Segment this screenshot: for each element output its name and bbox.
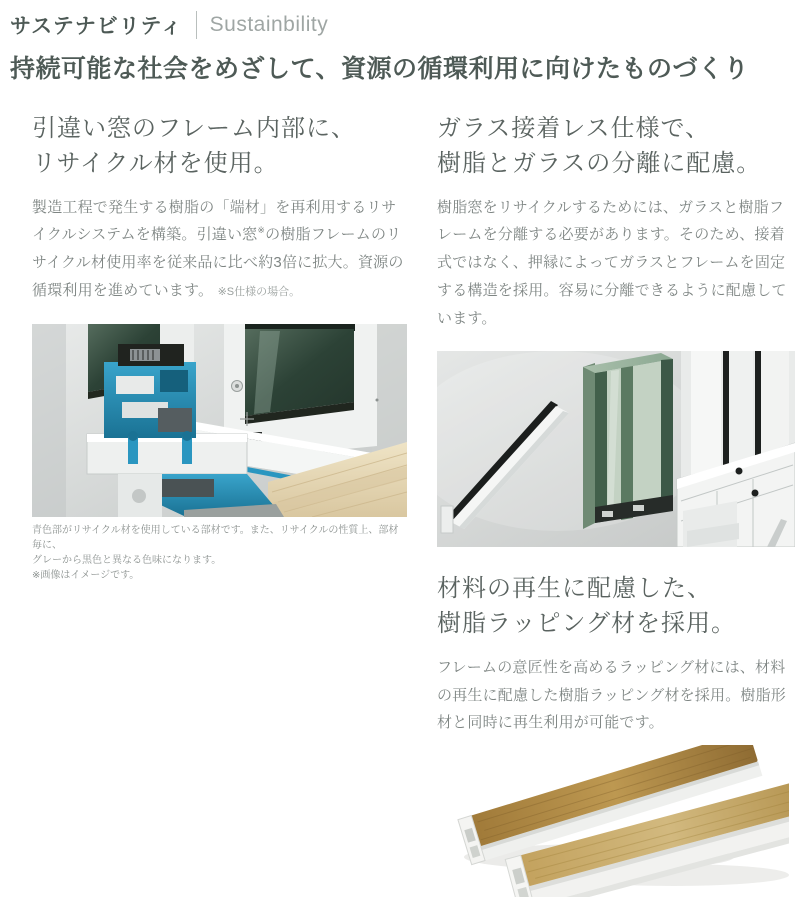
heading-glass-separation [437,112,795,182]
glass-frame-exploded-illustration [437,351,795,547]
spec-note: ※S仕様の場合。 [217,285,301,298]
figure-window-sill-cutaway [32,324,407,517]
window-sill-cutaway-illustration [32,324,407,517]
body-glass-separation: 樹脂窓をリサイクルするためには、ガラスと樹脂フレームを分離する必要があります。そのため、接着式ではなく、押縁によってガラスとフレームを固定する構造を採用。容易に分離できるように配慮しています。 [437,198,787,327]
column-glass-separation [437,112,795,897]
page-subtitle: 持続可能な社会をめざして、資源の循環利用に向けたものづくり [10,55,750,83]
heading-line2: 樹脂ラッピング材を採用。 [437,610,737,638]
heading-wrapping-material [437,572,795,642]
body-wrapping-material: フレームの意匠性を高めるラッピング材には、材料の再生に配慮した樹脂ラッピング材を採用。樹脂形材と同時に再生利用が可能です。 [437,658,787,732]
column-recycled-frame [32,112,407,897]
body-recycled-frame [32,194,407,305]
heading-line1: 材料の再生に配慮した、 [437,575,712,603]
heading-line1: 引違い窓のフレーム内部に、 [32,115,357,142]
body-segment: の樹脂フレームのリサイクル材使用率を従来品に比べ約3倍に拡大。資源の循環利用を進めています。 [32,226,404,299]
page-header [0,0,800,85]
heading-line1: ガラス接着レス仕様で、 [437,115,711,142]
heading-recycled-frame [32,112,407,182]
figure-wrapped-profiles [449,745,795,897]
heading-line2: 樹脂とガラスの分離に配慮。 [437,149,762,177]
content-columns [0,112,800,897]
caption-line2: グレーから黒色と異なる色味になります。 [32,554,222,566]
reference-mark: ※ [257,225,266,236]
caption-line3: ※画像はイメージです。 [32,569,140,581]
figure-caption [32,523,407,583]
section-title-english: Sustainbility [209,13,329,36]
caption-line1: 青色部がリサイクル材を使用している部材です。また、リサイクルの性質上、部材毎に、 [32,524,399,551]
figure-glass-frame-exploded [437,351,795,547]
title-divider [196,11,197,39]
body-segment: 製造工程で発生する樹脂の「端材」を再利用するリサイクルシステムを構築。引違い窓 [32,198,397,244]
heading-line2: リサイクル材を使用。 [32,149,279,177]
wrapped-profiles-illustration [449,745,789,897]
section-title-row [10,10,800,40]
section-wrapping-material [437,572,795,897]
section-title-japanese: サステナビリティ [10,15,183,38]
